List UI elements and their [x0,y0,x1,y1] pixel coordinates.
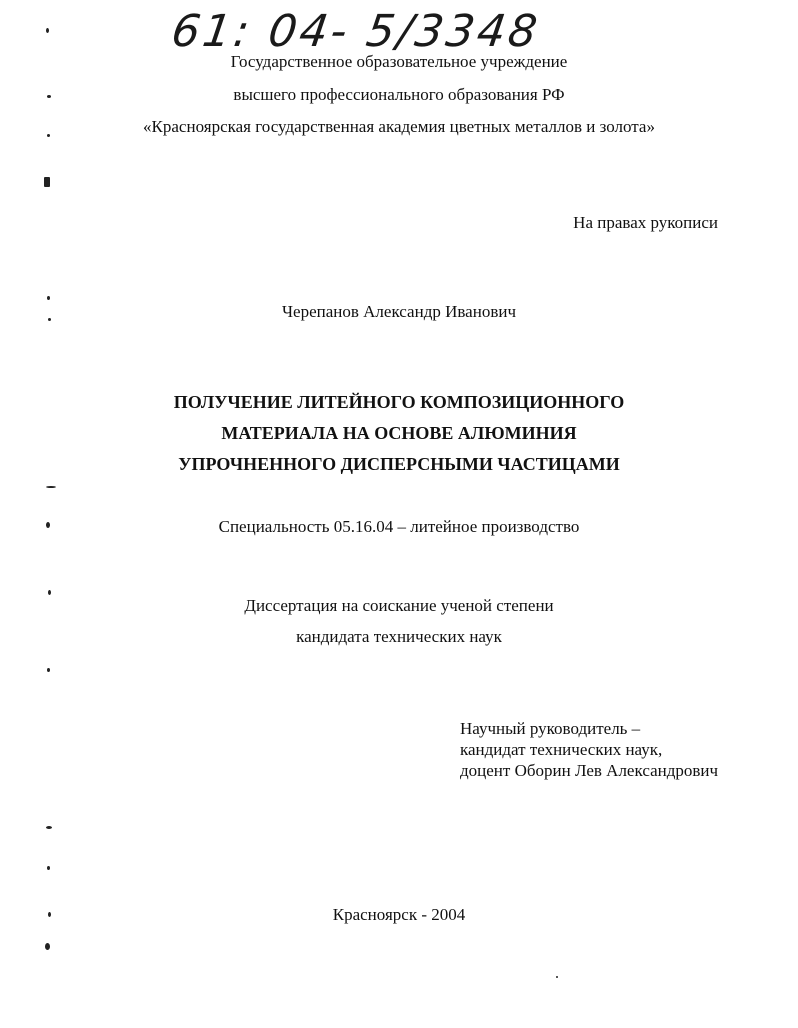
scan-speck [46,28,49,33]
supervisor-line-2: кандидат технических наук, [460,740,663,759]
title-line-1: ПОЛУЧЕНИЕ ЛИТЕЙНОГО КОМПОЗИЦИОННОГО [173,392,625,412]
place-year: Красноярск - 2004 [332,905,466,924]
scan-speck [47,668,50,672]
scan-speck [47,134,50,137]
author-name: Черепанов Александр Иванович [282,302,516,321]
supervisor-line-3: доцент Оборин Лев Александрович [460,761,719,780]
title-line-3: УПРОЧНЕННОГО ДИСПЕРСНЫМИ ЧАСТИЦАМИ [178,454,620,474]
scan-speck [47,296,50,300]
institution-line-2: высшего профессионального образования РФ [233,85,565,104]
scan-speck [45,943,50,950]
institution-line-3: «Красноярская государственная академия цветных металлов и золота» [143,117,655,136]
supervisor-line-1: Научный руководитель – [460,719,641,738]
scan-speck [48,590,51,595]
dissertation-line-2: кандидата технических наук [296,627,502,646]
scan-speck [556,976,558,978]
scan-speck [48,318,51,321]
scan-speck [46,826,52,829]
dissertation-line-1: Диссертация на соискание ученой степени [244,596,554,615]
scan-speck [47,95,51,98]
institution-line-1: Государственное образовательное учреждение [230,52,568,71]
specialty: Специальность 05.16.04 – литейное производство [218,517,580,536]
scan-speck [46,486,56,488]
handwritten-archive-code: 61: 04- 5/3348 [168,6,544,57]
manuscript-note: На правах рукописи [573,213,718,232]
scan-speck [44,177,50,187]
scan-speck [47,866,50,870]
scan-speck [46,522,50,528]
scan-speck [48,912,51,917]
title-line-2: МАТЕРИАЛА НА ОСНОВЕ АЛЮМИНИЯ [221,423,577,443]
